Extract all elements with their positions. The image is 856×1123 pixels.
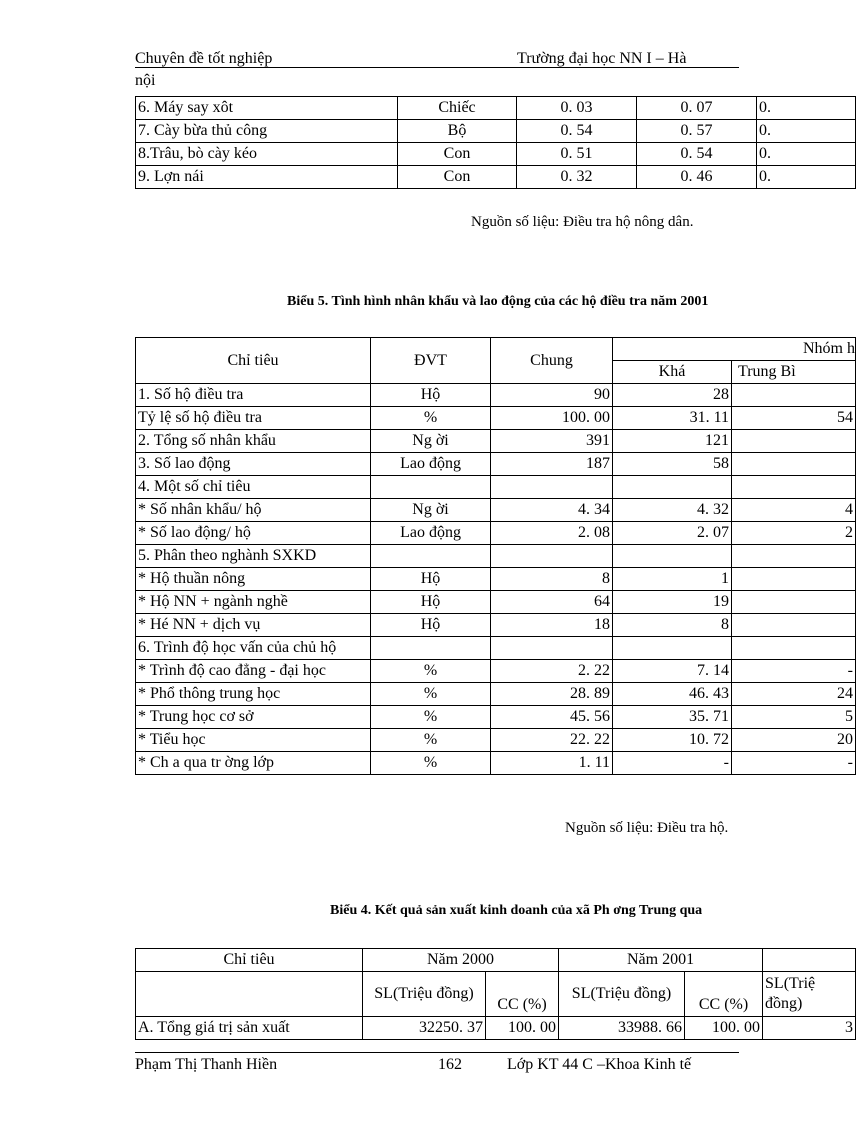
table-cell: Chiếc	[398, 97, 517, 120]
table-cell: 100. 00	[491, 407, 613, 430]
table-cell: 0. 32	[517, 166, 637, 189]
col3-sl-next: SL(Triệ đồng)	[763, 972, 856, 1017]
table-cell: 121	[613, 430, 732, 453]
table-cell: 100. 00	[685, 1017, 763, 1040]
table-cell: 0. 57	[637, 120, 757, 143]
table-cell: Hộ	[371, 614, 491, 637]
table-cell: Con	[398, 166, 517, 189]
table-cell: 33988. 66	[559, 1017, 685, 1040]
table-cell	[732, 568, 856, 591]
table-cell: 391	[491, 430, 613, 453]
table-cell: 100. 00	[486, 1017, 559, 1040]
col-kha: Khá	[613, 361, 732, 384]
table-cell	[732, 614, 856, 637]
table-cell: Tỷ lệ số hộ điều tra	[136, 407, 371, 430]
col3-sl-2001: SL(Triệu đồng)	[559, 972, 685, 1017]
table-cell: %	[371, 752, 491, 775]
table-cell: 0.	[757, 97, 856, 120]
table2-caption: Biểu 5. Tình hình nhân khẩu và lao động của các hộ điều tra năm 2001	[287, 294, 709, 309]
equipment-table	[135, 96, 856, 189]
table-cell: 4. 34	[491, 499, 613, 522]
table-cell: %	[371, 660, 491, 683]
table-cell: 19	[613, 591, 732, 614]
table-cell	[371, 637, 491, 660]
table-cell: 0. 51	[517, 143, 637, 166]
table-cell: 8.Trâu, bò cày kéo	[136, 143, 398, 166]
table-row	[136, 591, 856, 614]
col-nhom: Nhóm h	[613, 338, 856, 361]
table-cell: 45. 56	[491, 706, 613, 729]
table-cell: 10. 72	[613, 729, 732, 752]
table-cell: 8	[613, 614, 732, 637]
table-cell: 64	[491, 591, 613, 614]
col3-cc-2001: CC (%)	[685, 972, 763, 1017]
table-cell: %	[371, 706, 491, 729]
table-row	[136, 752, 856, 775]
table-cell: 1. Số hộ điều tra	[136, 384, 371, 407]
table-cell: * Hé NN + dịch vụ	[136, 614, 371, 637]
table-row	[136, 706, 856, 729]
table3-caption: Biểu 4. Kết quả sản xuất kinh doanh của xã Ph ơng Trung qua	[330, 903, 703, 918]
table-cell: 7. Cày bừa thủ công	[136, 120, 398, 143]
table-cell: 32250. 37	[363, 1017, 486, 1040]
col-chung: Chung	[491, 338, 613, 384]
header-rule	[135, 67, 739, 68]
table-cell: * Tiểu học	[136, 729, 371, 752]
table-cell: 28. 89	[491, 683, 613, 706]
table-cell: 2. Tổng số nhân khẩu	[136, 430, 371, 453]
table-cell: * Trung học cơ sở	[136, 706, 371, 729]
table-cell: 0. 54	[637, 143, 757, 166]
col3-next-year	[763, 949, 856, 972]
table-row	[136, 97, 856, 120]
table-row	[136, 453, 856, 476]
table-cell: 6. Máy say xôt	[136, 97, 398, 120]
table-row	[136, 637, 856, 660]
table-cell: 46. 43	[613, 683, 732, 706]
col3-sl-2000: SL(Triệu đồng)	[363, 972, 486, 1017]
table-cell	[732, 453, 856, 476]
table-cell: 58	[613, 453, 732, 476]
table-cell: * Trình độ cao đẳng - đại học	[136, 660, 371, 683]
table-cell: 2	[732, 522, 856, 545]
table-cell: %	[371, 407, 491, 430]
table-cell: Con	[398, 143, 517, 166]
table-cell	[732, 637, 856, 660]
col-dvt: ĐVT	[371, 338, 491, 384]
table-cell: -	[732, 660, 856, 683]
col3-nam-2000: Năm 2000	[363, 949, 559, 972]
table-cell: -	[732, 752, 856, 775]
footer-author: Phạm Thị Thanh Hiền	[135, 1056, 278, 1073]
table-row	[136, 407, 856, 430]
table-cell: 0.	[757, 120, 856, 143]
table-cell	[732, 476, 856, 499]
business-results-table	[135, 948, 856, 1040]
table-cell	[732, 384, 856, 407]
header-left: Chuyên đề tốt nghiệp	[135, 50, 273, 67]
table-cell: 4. Một số chỉ tiêu	[136, 476, 371, 499]
table2-source: Nguồn số liệu: Điều tra hộ.	[565, 820, 729, 836]
population-labour-table	[135, 337, 856, 775]
table-cell	[732, 591, 856, 614]
table-cell: Ng ời	[371, 430, 491, 453]
table-cell: 22. 22	[491, 729, 613, 752]
table-cell: %	[371, 683, 491, 706]
table-cell: 18	[491, 614, 613, 637]
table1-source: Nguồn số liệu: Điều tra hộ nông dân.	[471, 214, 694, 230]
table-cell	[613, 476, 732, 499]
table-cell: 54	[732, 407, 856, 430]
table-cell: 1	[613, 568, 732, 591]
table-cell	[491, 637, 613, 660]
table-cell: 20	[732, 729, 856, 752]
table-cell: 0. 54	[517, 120, 637, 143]
table-cell: * Hộ thuần nông	[136, 568, 371, 591]
table-cell: 2. 22	[491, 660, 613, 683]
table-cell: 35. 71	[613, 706, 732, 729]
table-cell: %	[371, 729, 491, 752]
table-cell	[371, 545, 491, 568]
table-cell: 5	[732, 706, 856, 729]
col3-chi-tieu: Chỉ tiêu	[136, 949, 363, 972]
table-cell: 4. 32	[613, 499, 732, 522]
table-row	[136, 499, 856, 522]
table-cell: 2. 07	[613, 522, 732, 545]
table-cell: 0. 03	[517, 97, 637, 120]
table-cell: 0. 07	[637, 97, 757, 120]
table-cell: 2. 08	[491, 522, 613, 545]
table-row	[136, 384, 856, 407]
table-cell	[613, 637, 732, 660]
table-row	[136, 568, 856, 591]
table-cell: 6. Trình độ học vấn của chủ hộ	[136, 637, 371, 660]
header-right: Trường đại học NN I – Hà	[517, 50, 687, 67]
table-cell: Lao động	[371, 453, 491, 476]
table-cell: 90	[491, 384, 613, 407]
col3-blank	[136, 972, 363, 1017]
table-row	[136, 614, 856, 637]
table-cell: 0.	[757, 166, 856, 189]
table-cell: 31. 11	[613, 407, 732, 430]
col3-nam-2001: Năm 2001	[559, 949, 763, 972]
table-cell	[613, 545, 732, 568]
table-row	[136, 1017, 856, 1040]
table-cell	[491, 545, 613, 568]
table-cell: 9. Lợn nái	[136, 166, 398, 189]
table-cell: 28	[613, 384, 732, 407]
table-cell: Hộ	[371, 591, 491, 614]
table-cell: Ng ời	[371, 499, 491, 522]
table-cell: 187	[491, 453, 613, 476]
table-cell: Bộ	[398, 120, 517, 143]
footer-rule	[135, 1052, 739, 1053]
table-row	[136, 729, 856, 752]
table-cell: 4	[732, 499, 856, 522]
table-row	[136, 476, 856, 499]
table-row	[136, 683, 856, 706]
table-cell: Hộ	[371, 384, 491, 407]
table-cell	[491, 476, 613, 499]
table-cell: * Số lao động/ hộ	[136, 522, 371, 545]
table-cell: * Ch a qua tr ờng lớp	[136, 752, 371, 775]
table-cell: * Hộ NN + ngành nghề	[136, 591, 371, 614]
table-cell: 1. 11	[491, 752, 613, 775]
table-cell: 3	[763, 1017, 856, 1040]
table-cell: Lao động	[371, 522, 491, 545]
table-cell: 7. 14	[613, 660, 732, 683]
footer-class: Lớp KT 44 C –Khoa Kinh tế	[507, 1056, 692, 1073]
table-row	[136, 430, 856, 453]
table-row	[136, 166, 856, 189]
table-row	[136, 545, 856, 568]
table-cell	[732, 545, 856, 568]
table-cell: 0.	[757, 143, 856, 166]
table-cell: * Phổ thông trung học	[136, 683, 371, 706]
col-chi-tieu: Chỉ tiêu	[136, 338, 371, 384]
table-row	[136, 120, 856, 143]
table-cell: 0. 46	[637, 166, 757, 189]
table-cell: 3. Số lao động	[136, 453, 371, 476]
table-cell: * Số nhân khẩu/ hộ	[136, 499, 371, 522]
table-cell	[732, 430, 856, 453]
page-number: 162	[438, 1056, 462, 1073]
table-cell: 24	[732, 683, 856, 706]
table-cell: -	[613, 752, 732, 775]
header-continuation: nội	[135, 72, 156, 89]
col-trung-binh: Trung Bì	[732, 361, 856, 384]
table-cell: A. Tổng giá trị sản xuất	[136, 1017, 363, 1040]
table-row	[136, 143, 856, 166]
table-row	[136, 522, 856, 545]
col3-cc-2000: CC (%)	[486, 972, 559, 1017]
table-cell	[371, 476, 491, 499]
table-cell: 8	[491, 568, 613, 591]
table-cell: 5. Phân theo nghành SXKD	[136, 545, 371, 568]
table-cell: Hộ	[371, 568, 491, 591]
table-row	[136, 660, 856, 683]
